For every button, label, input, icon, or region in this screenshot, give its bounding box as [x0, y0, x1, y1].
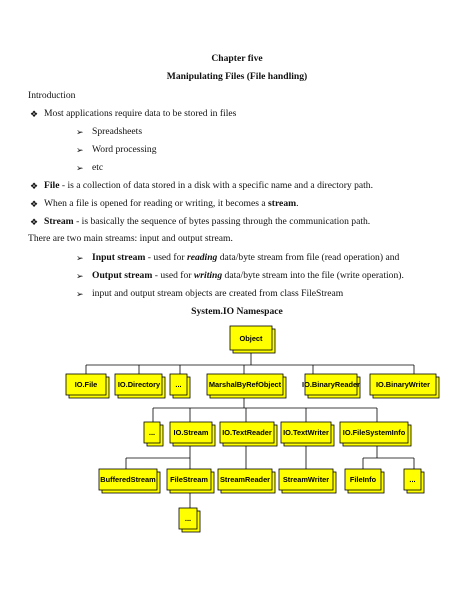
diamond-bullet-icon: ❖ [30, 217, 39, 227]
bullet-opened: When a file is opened for reading or writing, it becomes a stream. [44, 198, 299, 209]
text-reader-node [220, 422, 277, 446]
bullet-apps: Most applications require data to be stored in files [44, 108, 237, 119]
ellipsis-node [179, 508, 200, 532]
svg-text:IO.FileSystemInfo: IO.FileSystemInfo [342, 428, 406, 437]
intro-heading: Introduction [28, 90, 76, 101]
svg-text:...: ... [148, 428, 156, 437]
ellipsis-node [170, 374, 190, 398]
diamond-bullet-icon: ❖ [30, 199, 39, 209]
svg-text:IO.Directory: IO.Directory [117, 380, 161, 389]
arrow-bullet-icon: ➢ [76, 271, 84, 281]
binary-reader-node [302, 374, 360, 398]
svg-text:StreamReader: StreamReader [219, 475, 271, 484]
svg-text:...: ... [175, 380, 182, 389]
chapter-label: Chapter five [211, 53, 263, 64]
svg-text:MarshalByRefObject: MarshalByRefObject [208, 380, 282, 389]
io-file-node [66, 374, 109, 398]
binary-writer-node [370, 374, 439, 398]
filesystem-info-node [340, 422, 411, 446]
stream-reader-node [218, 469, 275, 493]
svg-text:IO.BinaryWriter: IO.BinaryWriter [375, 380, 431, 389]
bullet-file: File - is a collection of data stored in a disk with a specific name and a directory path. [44, 180, 374, 191]
io-directory-node [115, 374, 165, 398]
filestream-item: input and output stream objects are created from class FileStream [92, 288, 344, 299]
svg-text:IO.BinaryReader: IO.BinaryReader [302, 380, 360, 389]
buffered-stream-node [99, 469, 160, 493]
svg-text:IO.Stream: IO.Stream [173, 428, 209, 437]
svg-text:FileInfo: FileInfo [349, 475, 377, 484]
output-stream-item: Output stream - used for writing data/byte stream into the file (write operation). [92, 270, 404, 281]
svg-text:StreamWriter: StreamWriter [282, 475, 330, 484]
list-item: Word processing [92, 144, 157, 155]
filestream-node [167, 469, 214, 493]
svg-text:...: ... [409, 475, 416, 484]
object-node [230, 326, 275, 353]
svg-text:IO.File: IO.File [74, 380, 98, 389]
arrow-bullet-icon: ➢ [76, 127, 84, 137]
diagram-title: System.IO Namespace [191, 306, 283, 317]
arrow-bullet-icon: ➢ [76, 289, 84, 299]
list-item: etc [92, 162, 104, 173]
ellipsis-node [404, 469, 424, 493]
arrow-bullet-icon: ➢ [76, 145, 84, 155]
diamond-bullet-icon: ❖ [30, 181, 39, 191]
list-item: Spreadsheets [92, 126, 143, 137]
arrow-bullet-icon: ➢ [76, 253, 84, 263]
marshal-node [207, 374, 286, 398]
file-info-node [345, 469, 384, 493]
input-stream-item: Input stream - used for reading data/byte stream from file (read operation) and [92, 252, 400, 263]
node-label: Object [239, 334, 263, 343]
stream-writer-node [279, 469, 336, 493]
page-title: Manipulating Files (File handling) [166, 71, 308, 82]
bullet-stream: Stream - is basically the sequence of bytes passing through the communication path. [44, 216, 371, 227]
io-stream-node [170, 422, 215, 446]
svg-text:BufferedStream: BufferedStream [100, 475, 156, 484]
arrow-bullet-icon: ➢ [76, 163, 84, 173]
ellipsis-node [144, 422, 163, 446]
svg-text:IO.TextReader: IO.TextReader [222, 428, 272, 437]
svg-text:FileStream: FileStream [170, 475, 208, 484]
streams-intro: There are two main streams: input and output stream. [28, 233, 233, 244]
diamond-bullet-icon: ❖ [30, 109, 39, 119]
svg-text:...: ... [184, 514, 192, 523]
svg-text:IO.TextWriter: IO.TextWriter [283, 428, 329, 437]
text-writer-node [281, 422, 334, 446]
